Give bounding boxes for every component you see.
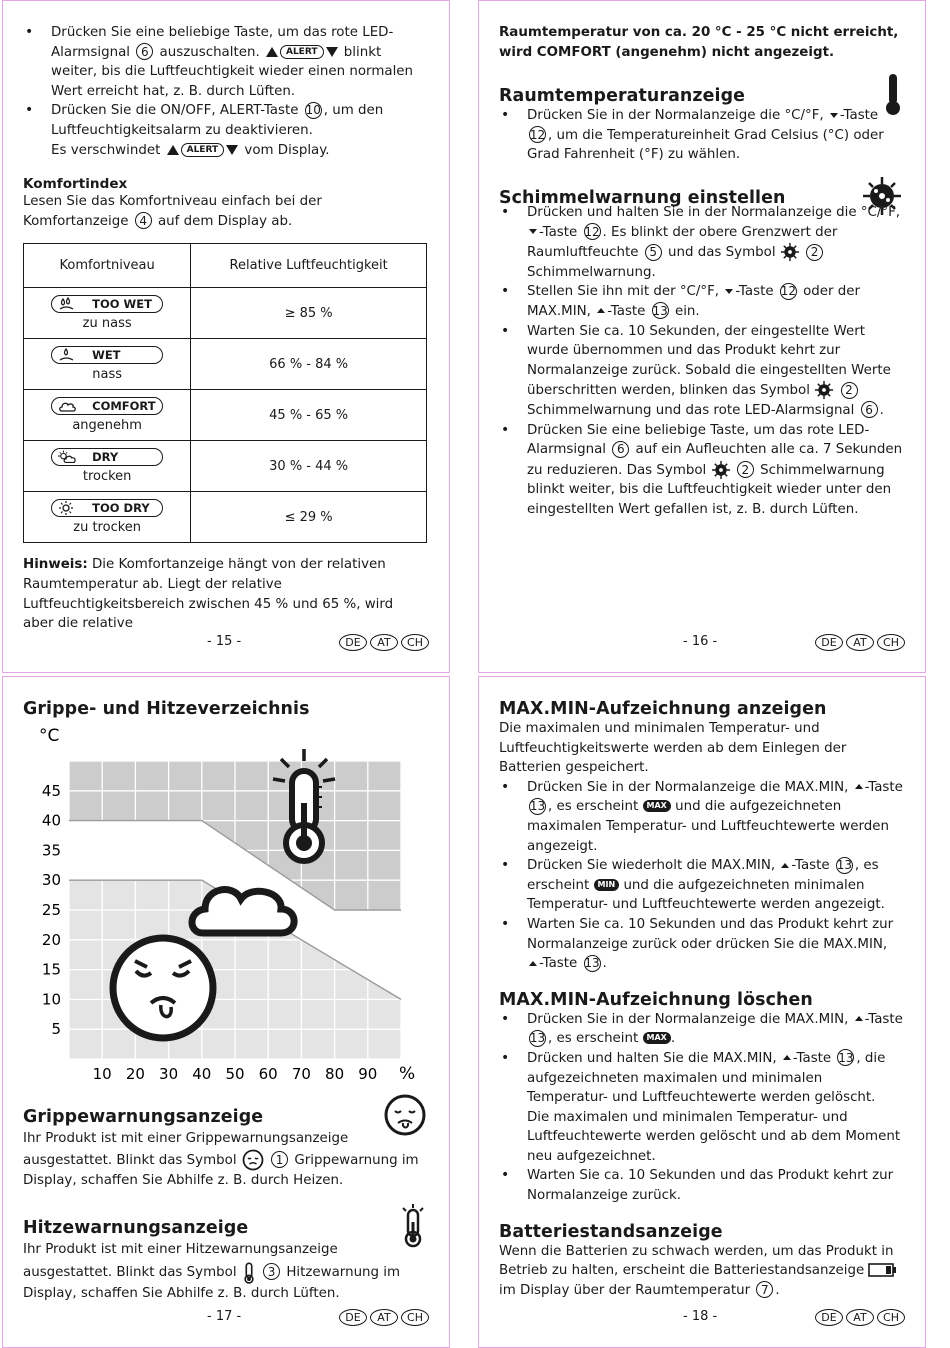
body-text: Die maximalen und minimalen Temperatur- und Luftfeuchtigkeitswerte werden ab dem Einlegen der Batterien gespeichert. xyxy=(499,721,847,776)
ref-number: 6 xyxy=(861,401,878,418)
ref-number: 7 xyxy=(756,1281,773,1298)
min-indicator: MIN xyxy=(594,879,620,891)
body-text: Lesen Sie das Komfortniveau einfach bei der Komfortanzeige 4 auf dem Display ab. xyxy=(23,194,322,229)
arrow-down-icon xyxy=(830,113,838,118)
table-header-row xyxy=(24,244,427,288)
y-tick-label: 30 xyxy=(41,871,61,890)
humidity-value: 66 % - 84 % xyxy=(191,339,427,390)
sick-face-icon xyxy=(241,1153,265,1168)
list-item: • Drücken und halten Sie in der Normalanzeige die °C/°F, -Taste 12 . Es blinkt der obere Grenzwert der Raumluftfeuchte 5 und das Symbol 2 Schimmelwarnung. xyxy=(527,203,903,282)
y-tick-label: 20 xyxy=(41,930,61,949)
page-17 xyxy=(2,676,450,1348)
ref-number: 2 xyxy=(806,244,823,261)
country-codes xyxy=(339,1309,429,1326)
list-item: • Warten Sie ca. 10 Sekunden und das Produkt kehrt zur Normalanzeige zurück oder drücken Sie die MAX.MIN, -Taste 13 . xyxy=(527,915,903,974)
arrow-up-icon xyxy=(783,1055,791,1060)
table-row xyxy=(24,390,427,441)
column-header: Relative Luftfeuchtigkeit xyxy=(191,244,427,288)
ref-number: 13 xyxy=(529,799,546,814)
arrow-down-icon xyxy=(725,289,733,294)
ref-number: 2 xyxy=(841,382,858,399)
page-footer xyxy=(3,634,449,654)
table-row xyxy=(24,492,427,543)
arrow-down-icon xyxy=(529,229,537,234)
sick-face-icon xyxy=(113,938,213,1038)
arrow-down-icon xyxy=(326,47,338,57)
arrow-up-icon xyxy=(167,145,179,155)
sick-face-icon xyxy=(383,1093,427,1141)
y-tick-label: 25 xyxy=(41,901,61,919)
section-title: Hitzewarnungsanzeige xyxy=(23,1218,249,1239)
x-tick-label: 40 xyxy=(192,1065,212,1083)
arrow-up-icon xyxy=(597,308,605,313)
y-tick-label: 35 xyxy=(41,841,61,860)
ref-number: 5 xyxy=(645,244,662,261)
list-item: • Drücken und halten Sie die MAX.MIN, -Taste 13 , die aufgezeichneten maximalen und minimalen Temperatur- und Luftfeuchtewerte werden gelöscht. Die maximalen und minimalen Temperatur- und Luftfeuchtewerte werden gelöscht und ab dem Moment neu aufgezeichnet. xyxy=(527,1049,903,1167)
hot-thermometer-icon xyxy=(241,1265,257,1280)
section-title: Grippewarnungsanzeige xyxy=(23,1107,264,1127)
page-footer xyxy=(3,1309,449,1329)
mold-virus-icon xyxy=(814,383,834,398)
country-code: DE xyxy=(339,634,367,651)
ref-number: 13 xyxy=(838,1050,854,1065)
country-code: DE xyxy=(815,634,843,651)
ref-number: 13 xyxy=(584,956,600,971)
page-footer xyxy=(479,1309,925,1329)
country-code: CH xyxy=(877,634,905,651)
country-code: CH xyxy=(401,1309,429,1326)
level-badge: DRY xyxy=(51,448,163,466)
body-text: Ihr Produkt ist mit einer Grippewarnungsanzeige ausgestattet. Blinkt das Symbol 1 Grippewarnung im Display, schaffen Sie Abhilfe z. B. durch Heizen. xyxy=(23,1131,419,1188)
section-title: Batteriestandsanzeige xyxy=(499,1221,723,1242)
alert-badge: ALERT xyxy=(181,143,225,157)
list-item: • Drücken Sie die ON/OFF, ALERT-Taste 10 , um den Luftfeuchtigkeitsalarm zu deaktivieren. Es verschwindet ALERT vom Display. xyxy=(51,101,427,160)
page-footer xyxy=(479,634,925,654)
ref-number: 1 xyxy=(271,1151,288,1168)
delete-bullet-list xyxy=(499,1010,903,1206)
ref-number: 2 xyxy=(737,461,754,478)
y-axis-label: °C xyxy=(39,726,60,746)
page-18 xyxy=(478,676,926,1348)
list-item: • Drücken Sie in der Normalanzeige die MAX.MIN, -Taste 13 , es erscheint MAX und die aufgezeichneten maximalen Temperatur- und Luftfeuchtewerte werden angezeigt. xyxy=(527,778,903,856)
note-paragraph: Hinweis: Die Komfortanzeige hängt von der relativen Raumtemperatur ab. Liegt der relative Luftfeuchtigkeitsbereich zwischen 45 % und 65 %, wird aber die relative xyxy=(23,557,394,632)
list-item: • Drücken Sie in der Normalanzeige die MAX.MIN, -Taste 13 , es erscheint MAX . xyxy=(527,1010,903,1049)
list-item: • Drücken Sie in der Normalanzeige die °C/°F, -Taste 12 , um die Temperatureinheit Grad Celsius (°C) oder Grad Fahrenheit (°F) zu wählen. xyxy=(527,106,903,165)
page-15 xyxy=(2,0,450,673)
x-tick-label: 30 xyxy=(159,1065,179,1083)
arrow-up-icon xyxy=(781,863,789,868)
arrow-up-icon xyxy=(855,784,863,789)
x-tick-label: 10 xyxy=(92,1065,112,1083)
level-badge: COMFORT xyxy=(51,397,163,415)
y-tick-label: 10 xyxy=(41,990,61,1009)
table-row xyxy=(24,288,427,339)
battery-low-icon xyxy=(868,1263,898,1278)
sun-icon xyxy=(58,501,78,515)
x-axis-label: % xyxy=(399,1064,416,1084)
section-title: MAX.MIN-Aufzeichnung löschen xyxy=(499,989,813,1010)
x-tick-label: 60 xyxy=(258,1065,278,1083)
alert-badge: ALERT xyxy=(280,45,324,59)
ref-number: 4 xyxy=(135,212,152,229)
temp-bullet-list xyxy=(499,106,903,165)
list-item: • Warten Sie ca. 10 Sekunden, der eingestellte Wert wurde übernommen und das Produkt kehrt zur Normalanzeige zurück. Sobald die eingestellten Werte überschritten werden, blinken das Symbol 2 Schimmelwarnung und das rote LED-Alarmsignal 6 . xyxy=(527,322,903,421)
max-indicator: MAX xyxy=(643,1032,671,1044)
cloud-icon xyxy=(58,399,78,413)
arrow-up-icon xyxy=(855,1016,863,1021)
section-title: Komfortindex xyxy=(23,176,128,193)
humidity-value: 30 % - 44 % xyxy=(191,441,427,492)
ref-number: 6 xyxy=(612,441,629,458)
level-badge: TOO DRY xyxy=(51,499,163,517)
x-tick-label: 70 xyxy=(291,1065,311,1083)
ref-number: 12 xyxy=(529,127,546,142)
level-sublabel: angenehm xyxy=(72,418,142,434)
section-title: Grippe- und Hitzeverzeichnis xyxy=(23,699,310,719)
column-header: Komfortniveau xyxy=(24,244,191,288)
level-sublabel: zu nass xyxy=(82,316,132,332)
country-codes xyxy=(339,634,429,651)
page-16 xyxy=(478,0,926,673)
humidity-value: 45 % - 65 % xyxy=(191,390,427,441)
level-badge: WET xyxy=(51,346,163,364)
section-title: Raumtemperaturanzeige xyxy=(499,86,746,107)
level-badge: TOO WET xyxy=(51,295,163,313)
list-item: • Drücken Sie eine beliebige Taste, um das rote LED-Alarmsignal 6 auszuschalten. ALERT blinkt weiter, bis die Luftfeuchtigkeit wieder einen normalen Wert erreicht hat, z. B. durch Lüften. xyxy=(51,23,427,101)
country-code: AT xyxy=(846,634,874,651)
list-item: • Warten Sie ca. 10 Sekunden und das Produkt kehrt zur Normalanzeige zurück. xyxy=(527,1166,903,1205)
ref-number: 13 xyxy=(652,303,668,318)
ref-number: 12 xyxy=(584,224,600,239)
y-tick-label: 15 xyxy=(41,960,61,979)
humidity-value: ≤ 29 % xyxy=(191,492,427,543)
mold-virus-icon xyxy=(780,245,800,260)
country-code: DE xyxy=(815,1309,843,1326)
arrow-down-icon xyxy=(226,145,238,155)
list-item: • Stellen Sie ihn mit der °C/°F, -Taste 12 oder der MAX.MIN, -Taste 13 ein. xyxy=(527,282,903,321)
drop-hand-icon xyxy=(58,348,78,362)
maxmin-bullet-list xyxy=(499,778,903,974)
page-number: - 17 - xyxy=(207,1309,242,1324)
ref-number: 13 xyxy=(529,1031,546,1046)
ref-number: 10 xyxy=(305,103,321,118)
country-code: AT xyxy=(370,634,398,651)
y-tick-label: 5 xyxy=(51,1020,61,1039)
ref-number: 6 xyxy=(136,43,153,60)
hot-thermometer-icon xyxy=(399,1204,427,1252)
ref-number: 13 xyxy=(836,858,853,873)
country-code: CH xyxy=(401,634,429,651)
country-code: AT xyxy=(370,1309,398,1326)
page-number: - 15 - xyxy=(207,634,242,649)
section-title: Schimmelwarnung einstellen xyxy=(499,187,786,208)
mold-bullet-list xyxy=(499,203,903,520)
country-code: AT xyxy=(846,1309,874,1326)
section-title: MAX.MIN-Aufzeichnung anzeigen xyxy=(499,699,827,719)
comfort-table xyxy=(23,243,427,543)
sun-cloud-icon xyxy=(58,450,78,464)
table-row xyxy=(24,339,427,390)
level-sublabel: zu trocken xyxy=(73,520,142,536)
max-indicator: MAX xyxy=(643,800,671,812)
arrow-up-icon xyxy=(266,47,278,57)
table-row xyxy=(24,441,427,492)
body-text: Wenn die Batterien zu schwach werden, um das Produkt in Betrieb zu halten, erscheint die Batteriestandsanzeige im Display über der Raumtemperatur 7 . xyxy=(499,1242,903,1301)
flu-heat-chart xyxy=(23,723,427,1085)
ref-number: 12 xyxy=(780,284,796,299)
y-tick-label: 45 xyxy=(41,781,61,800)
level-sublabel: trocken xyxy=(82,469,132,485)
x-tick-label: 50 xyxy=(225,1065,245,1083)
page-number: - 16 - xyxy=(683,634,718,649)
intro-paragraph: Raumtemperatur von ca. 20 °C - 25 °C nicht erreicht, wird COMFORT (angenehm) nicht angezeigt. xyxy=(499,25,899,60)
ref-number: 3 xyxy=(263,1263,280,1280)
alarm-bullet-list xyxy=(23,23,427,160)
country-codes xyxy=(815,1309,905,1326)
list-item: • Drücken Sie wiederholt die MAX.MIN, -Taste 13 , es erscheint MIN und die aufgezeichneten minimalen Temperatur- und Luftfeuchtewerte werden angezeigt. xyxy=(527,856,903,915)
y-tick-label: 40 xyxy=(41,811,61,830)
arrow-up-icon xyxy=(529,961,537,966)
x-tick-label: 80 xyxy=(325,1065,345,1083)
country-code: CH xyxy=(877,1309,905,1326)
mold-virus-icon xyxy=(711,463,731,478)
x-tick-label: 20 xyxy=(125,1065,145,1083)
humidity-value: ≥ 85 % xyxy=(191,288,427,339)
page-number: - 18 - xyxy=(683,1309,718,1324)
drops-hand-icon xyxy=(58,297,78,311)
x-tick-label: 90 xyxy=(358,1065,378,1083)
cloud-icon xyxy=(192,890,294,933)
list-item: • Drücken Sie eine beliebige Taste, um das rote LED-Alarmsignal 6 auf ein Aufleuchten alle ca. 7 Sekunden zu reduzieren. Das Symbol 2 Schimmelwarnung blinkt weiter, bis die Luftfeuchtigkeit wieder unter den eingestellten Wert gefallen ist, z. B. durch Lüften. xyxy=(527,421,903,520)
country-code: DE xyxy=(339,1309,367,1326)
body-text: Ihr Produkt ist mit einer Hitzewarnungsanzeige ausgestattet. Blinkt das Symbol 3 Hitzewarnung im Display, schaffen Sie Abhilfe z. B. durch Lüften. xyxy=(23,1242,401,1301)
level-sublabel: nass xyxy=(92,367,123,383)
country-codes xyxy=(815,634,905,651)
